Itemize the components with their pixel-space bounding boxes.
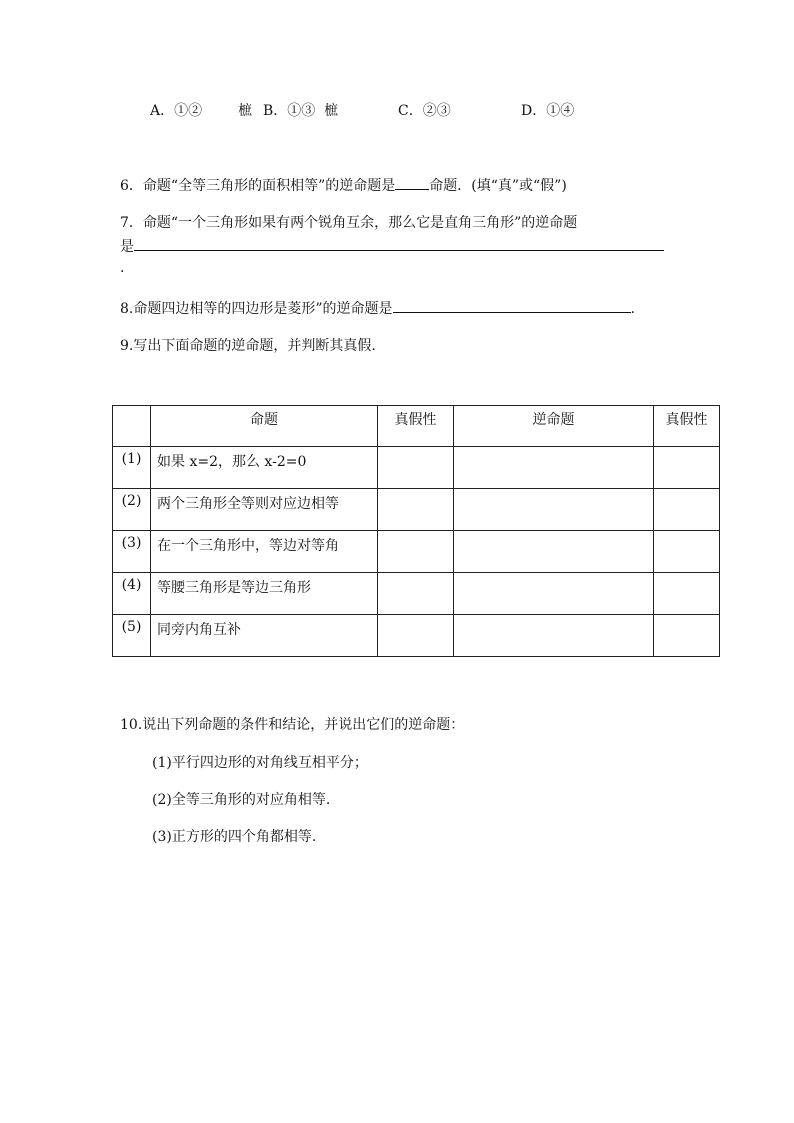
header-blank [113,406,151,447]
row-proposition: 在一个三角形中，等边对等角 [151,531,378,573]
q6-answer-blank[interactable] [395,175,429,190]
q10-item: (2)全等三角形的对应角相等. [152,792,331,808]
table-header-row [113,406,720,447]
row-proposition: 同旁内角互补 [151,615,378,657]
truth-cell[interactable] [378,573,454,615]
q8-answer-blank[interactable] [393,298,631,313]
question-10-prompt: 10.说出下列命题的条件和结论，并说出它们的逆命题： [120,717,465,733]
q10-item: (3)正方形的四个角都相等. [152,829,317,845]
converse-cell[interactable] [454,489,654,531]
table-row [113,531,720,573]
converse-cell[interactable] [454,573,654,615]
header-converse: 逆命题 [454,406,654,447]
truth-cell[interactable] [378,447,454,489]
option-c: C．②③ [398,103,451,119]
q7-answer-blank[interactable] [134,236,664,251]
question-7-line2 [120,236,664,256]
garbled-glyph: 樜 [238,103,252,119]
converse-cell[interactable] [454,615,654,657]
option-b: B．①③ [263,103,316,119]
truth-cell[interactable] [378,531,454,573]
garbled-glyph: 樜 [324,103,338,119]
question-6 [120,175,567,195]
converse-truth-cell[interactable] [654,489,720,531]
q7-period: . [120,260,125,276]
row-proposition: 两个三角形全等则对应边相等 [151,489,378,531]
header-converse-truth: 真假性 [654,406,720,447]
header-truth: 真假性 [378,406,454,447]
converse-truth-cell[interactable] [654,615,720,657]
row-number: (3) [113,531,151,573]
header-proposition: 命题 [151,406,378,447]
q10-item: (1)平行四边形的对角线互相平分； [152,755,368,771]
converse-truth-cell[interactable] [654,573,720,615]
converse-cell[interactable] [454,447,654,489]
row-number: (1) [113,447,151,489]
q9-table [112,405,720,657]
question-8 [120,298,635,318]
row-number: (2) [113,489,151,531]
q7-prefix: 是 [120,239,134,255]
q8-text-before: 8.命题四边相等的四边形是菱形”的逆命题是 [120,301,393,317]
truth-cell[interactable] [378,489,454,531]
converse-truth-cell[interactable] [654,531,720,573]
table-row [113,489,720,531]
row-number: (4) [113,573,151,615]
table-row [113,447,720,489]
q6-text-before: 6．命题“全等三角形的面积相等”的逆命题是 [120,178,396,194]
truth-cell[interactable] [378,615,454,657]
table-row [113,573,720,615]
question-7-line1: 7．命题“一个三角形如果有两个锐角互余，那么它是直角三角形”的逆命题 [120,215,578,231]
option-a: A．①② [150,103,231,119]
converse-cell[interactable] [454,531,654,573]
q6-text-after: 命题．(填“真”或“假”) [429,178,567,194]
question-9-prompt: 9.写出下面命题的逆命题，并判断其真假. [120,338,376,354]
option-d: D．①④ [521,103,575,119]
table-row [113,615,720,657]
q8-text-after: . [630,301,635,317]
row-number: (5) [113,615,151,657]
converse-truth-cell[interactable] [654,447,720,489]
row-proposition: 等腰三角形是等边三角形 [151,573,378,615]
row-proposition: 如果 x=2，那么 x-2=0 [151,447,378,489]
